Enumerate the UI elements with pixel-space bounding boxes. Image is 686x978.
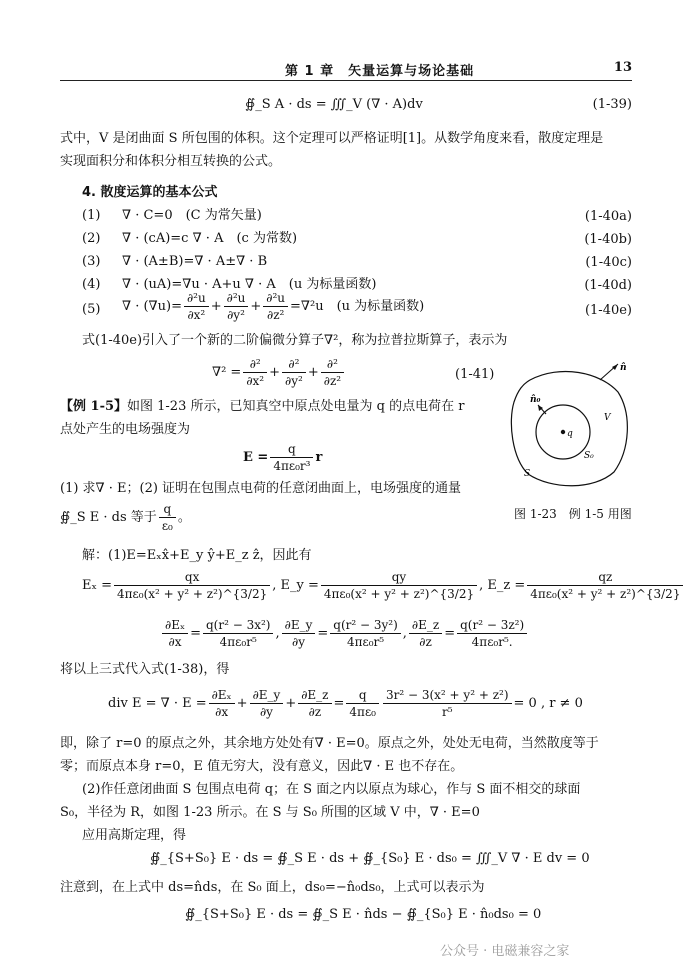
numerator: ∂²u bbox=[184, 290, 209, 307]
formula-label: (1) bbox=[82, 208, 101, 223]
paragraph-line: 注意到，在上式中 ds=n̂ds，在 S₀ 面上，ds₀=−n̂₀ds₀，上式可以表示为 bbox=[60, 880, 485, 895]
numerator: ∂E_z bbox=[298, 687, 331, 704]
equation-partial-derivatives: $\frac{\text{∂Eₓ}}{\partial x}$ = $\frac{\text{q(r² − 3x²)}}{\text{4πε₀r⁵}}$ , $\frac{\partial E\_y}{\partial y}$ = $\frac{\text{q(r² − 3y²)}}{\text{4πε₀r⁵}}$ , $\frac{\partial E\_z}{\partial z}$ = $\frac{\text{q(r² − 3z²)}}{\text{4πε₀r⁵.}}$ bbox=[160, 614, 529, 654]
denominator: 4πε₀(x² + y² + z²)^{3/2} bbox=[323, 587, 475, 601]
label-S: S bbox=[524, 469, 531, 479]
fraction bbox=[243, 356, 267, 389]
label-V: V bbox=[604, 413, 611, 423]
denominator: ∂z² bbox=[266, 308, 285, 322]
numerator: ∂E_y bbox=[282, 617, 316, 634]
numerator: q(r² − 3z²) bbox=[457, 617, 527, 634]
denominator: 4πε₀r⁵ bbox=[346, 635, 385, 649]
formula-laplacian: ∇ · (∇u)= $\frac{\text{∂²u}}{\text{∂x²}}$ + $\frac{\text{∂²u}}{\text{∂y²}}$ + $\frac{\text{∂²u}}{\text{∂z²}}$ =∇²u (u 为标量函数) bbox=[122, 291, 425, 322]
paragraph-line: 零；而原点本身 r=0，E 值无穷大，没有意义，因此∇ · E 也不存在。 bbox=[60, 759, 464, 774]
page-number: 13 bbox=[613, 60, 632, 75]
equation-number: (1-40e) bbox=[584, 303, 632, 318]
equation-rhs: = 0 , r ≠ 0 bbox=[513, 696, 583, 711]
denominator: 4πε₀r³ bbox=[273, 459, 311, 473]
formula-label: (2) bbox=[82, 231, 101, 246]
formula-label: (5) bbox=[82, 302, 101, 317]
equation-lhs: E = bbox=[243, 450, 269, 465]
numerator: ∂Eₓ bbox=[209, 687, 235, 704]
paragraph-line: 将以上三式代入式(1-38)，得 bbox=[60, 662, 230, 677]
numerator: q(r² − 3x²) bbox=[203, 617, 274, 634]
example-label: 【例 1-5】 bbox=[60, 399, 128, 414]
paragraph-line: 式中，V 是闭曲面 S 所包围的体积。这个定理可以严格证明[1]。从数学角度来看，散度定理是 bbox=[60, 131, 604, 146]
label-n: n̂ bbox=[620, 363, 627, 373]
denominator: ∂x² bbox=[187, 308, 206, 322]
chapter-title: 第 1 章 矢量运算与场论基础 bbox=[285, 64, 475, 79]
section-title: 4. 散度运算的基本公式 bbox=[82, 185, 218, 200]
equation-lhs: div E = ∇ · E = bbox=[108, 696, 207, 711]
equation-divergence: div E = ∇ · E = $\frac{\text{∂Eₓ}}{\partial x}$ + $\frac{\partial E\_y}{\partial y}$ + $\frac{\partial E\_z}{\partial z}$ = $\frac{q}{\text{4πε₀}}$ $\frac{\text{3r² − 3(x² + y² + z²)}}{\text{r⁵}}$ = 0 , r ≠ 0 bbox=[108, 688, 583, 719]
numerator: ∂²u bbox=[224, 290, 249, 307]
paragraph-line: 应用高斯定理，得 bbox=[82, 828, 187, 843]
fraction bbox=[209, 687, 235, 720]
denominator: ∂x² bbox=[246, 374, 265, 388]
question-text: ∯_S E · ds 等于 bbox=[60, 510, 157, 525]
numerator: q(r² − 3y²) bbox=[330, 617, 401, 634]
fraction bbox=[184, 290, 209, 323]
fraction bbox=[298, 687, 331, 720]
formula-right: =∇²u (u 为标量函数) bbox=[290, 299, 425, 314]
paragraph-line: 即，除了 r=0 的原点之外，其余地方处处有∇ · E=0。原点之外，处处无电荷，当然散度等于 bbox=[60, 736, 599, 751]
formula-expression: ∇ · C=0 (C 为常矢量) bbox=[122, 208, 262, 223]
point-charge bbox=[561, 430, 565, 434]
fraction bbox=[383, 687, 512, 720]
formula-label: (4) bbox=[82, 277, 101, 292]
denominator: ∂x bbox=[168, 635, 182, 649]
equation-lhs: , E_y = bbox=[272, 578, 319, 593]
paragraph-line: 式(1-40e)引入了一个新的二阶偏微分算子∇²，称为拉普拉斯算子，表示为 bbox=[82, 333, 508, 348]
fraction bbox=[263, 290, 288, 323]
fraction bbox=[330, 617, 401, 650]
numerator: ∂E_z bbox=[409, 617, 442, 634]
fraction bbox=[321, 356, 344, 389]
watermark: 公众号 · 电磁兼容之家 bbox=[440, 944, 570, 959]
numerator: 3r² − 3(x² + y² + z²) bbox=[383, 687, 512, 704]
equation-number: (1-40d) bbox=[584, 278, 632, 293]
equation-field-components bbox=[82, 566, 685, 606]
equation-number: (1-41) bbox=[455, 367, 495, 382]
numerator: ∂² bbox=[282, 356, 306, 373]
paragraph-line: (2)作任意闭曲面 S 包围点电荷 q；在 S 面之内以原点为球心，作与 S 面不相交的球面 bbox=[82, 782, 581, 797]
fraction bbox=[224, 290, 249, 323]
fraction bbox=[114, 569, 270, 602]
equation-E-field bbox=[243, 438, 322, 478]
numerator: qz bbox=[527, 569, 683, 586]
example-text: 如图 1-23 所示，已知真空中原点处电量为 q 的点电荷在 r bbox=[127, 399, 465, 414]
figure-1-23 bbox=[508, 362, 633, 492]
question-line: (1) 求∇ · E；(2) 证明在包围点电荷的任意闭曲面上，电场强度的通量 bbox=[60, 481, 462, 496]
denominator: ∂y² bbox=[285, 374, 303, 388]
equation-final: ∯_{S+S₀} E · ds = ∯_S E · n̂ds − ∯_{S₀} E · n̂₀ds₀ = 0 bbox=[185, 907, 542, 922]
fraction bbox=[250, 687, 284, 720]
label-q: q bbox=[567, 429, 573, 439]
denominator: ∂z² bbox=[323, 374, 342, 388]
fraction bbox=[346, 687, 379, 720]
numerator: ∂² bbox=[321, 356, 344, 373]
paragraph-line: S₀，半径为 R，如图 1-23 所示。在 S 与 S₀ 所围的区域 V 中，∇ · E=0 bbox=[60, 805, 480, 820]
numerator: qx bbox=[114, 569, 270, 586]
denominator: ∂y bbox=[291, 635, 305, 649]
equation-1-39: ∯_S A · ds = ∭_V (∇ · A)dv bbox=[245, 97, 423, 112]
denominator: 4πε₀ bbox=[349, 705, 376, 719]
denominator: ε₀ bbox=[161, 519, 173, 533]
denominator: 4πε₀(x² + y² + z²)^{3/2} bbox=[117, 587, 268, 601]
numerator: ∂E_y bbox=[250, 687, 284, 704]
label-n0: n̂₀ bbox=[530, 395, 541, 405]
equation-1-41: ∇² = $\frac{\text{∂²}}{\text{∂x²}}$ + $\frac{\text{∂²}}{\text{∂y²}}$ + $\frac{\text{∂²}}{\text{∂z²}}$ bbox=[212, 353, 346, 393]
equation-number: (1-40b) bbox=[584, 232, 632, 247]
solution-intro: 解：(1)E=Eₓx̂+E_y ŷ+E_z ẑ，因此有 bbox=[82, 548, 312, 563]
denominator: 4πε₀r⁵ bbox=[219, 635, 257, 649]
fraction bbox=[409, 617, 442, 650]
denominator: ∂z bbox=[419, 635, 432, 649]
fraction bbox=[457, 617, 527, 650]
equation-rhs: r bbox=[315, 450, 323, 465]
fraction bbox=[527, 569, 683, 602]
question-text: 。 bbox=[177, 510, 191, 525]
fraction bbox=[203, 617, 274, 650]
denominator: ∂x bbox=[215, 705, 229, 719]
formula-label: (3) bbox=[82, 254, 101, 269]
paragraph-line: 实现面积分和体积分相互转换的公式。 bbox=[60, 154, 282, 169]
denominator: 4πε₀r⁵. bbox=[471, 635, 513, 649]
numerator: ∂Eₓ bbox=[162, 617, 188, 634]
formula-expression: ∇ · (cA)=c ∇ · A (c 为常数) bbox=[122, 231, 298, 246]
question-line bbox=[60, 500, 191, 536]
numerator: ∂²u bbox=[263, 290, 288, 307]
denominator: ∂y² bbox=[227, 308, 245, 322]
equation-lhs: , E_z = bbox=[479, 578, 526, 593]
example-line bbox=[60, 398, 464, 416]
equation-number: (1-40a) bbox=[584, 209, 632, 224]
page-header bbox=[60, 58, 632, 81]
denominator: r⁵ bbox=[441, 705, 453, 719]
fraction bbox=[282, 356, 306, 389]
equation-gauss: ∯_{S+S₀} E · ds = ∯_S E · ds + ∯_{S₀} E · ds₀ = ∭_V ∇ · E dv = 0 bbox=[150, 851, 590, 866]
numerator: q bbox=[159, 501, 176, 518]
formula-expression: ∇ · (uA)=∇u · A+u ∇ · A (u 为标量函数) bbox=[122, 277, 377, 292]
fraction bbox=[270, 441, 313, 474]
fraction bbox=[162, 617, 188, 650]
equation-lhs: ∇² = bbox=[212, 365, 242, 380]
equation-lhs: Eₓ = bbox=[82, 578, 113, 593]
numerator: ∂² bbox=[243, 356, 267, 373]
formula-left: ∇ · (∇u)= bbox=[122, 299, 182, 314]
fraction bbox=[321, 569, 477, 602]
numerator: qy bbox=[321, 569, 477, 586]
figure-caption: 图 1-23 例 1-5 用图 bbox=[514, 507, 632, 521]
equation-number: (1-39) bbox=[592, 97, 632, 112]
example-line: 点处产生的电场强度为 bbox=[60, 422, 191, 437]
fraction bbox=[159, 501, 176, 534]
denominator: ∂y bbox=[259, 705, 273, 719]
numerator: q bbox=[346, 687, 379, 704]
equation-number: (1-40c) bbox=[585, 255, 632, 270]
label-S0: S₀ bbox=[584, 451, 594, 461]
formula-expression: ∇ · (A±B)=∇ · A±∇ · B bbox=[122, 254, 268, 269]
fraction bbox=[282, 617, 316, 650]
denominator: 4πε₀(x² + y² + z²)^{3/2} bbox=[530, 587, 681, 601]
numerator: q bbox=[270, 441, 313, 458]
denominator: ∂z bbox=[308, 705, 322, 719]
